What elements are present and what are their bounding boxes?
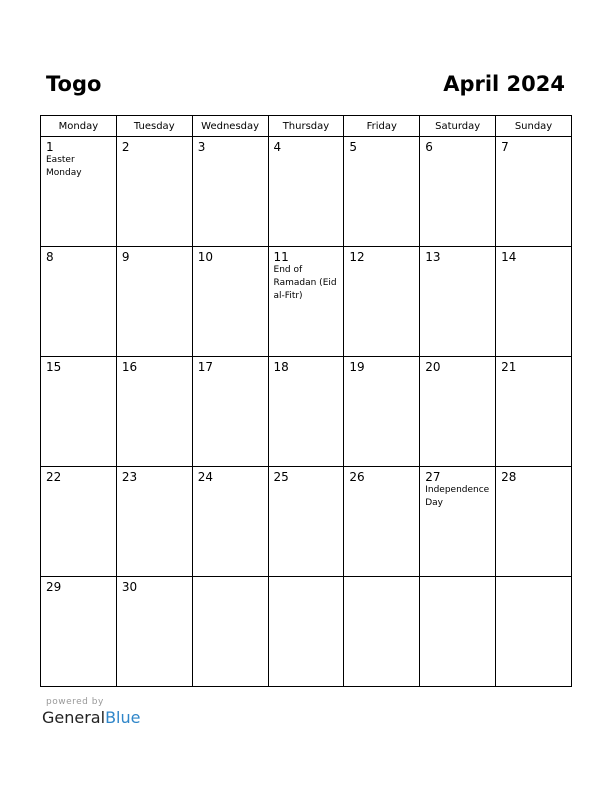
day-number: 22 — [46, 470, 62, 484]
day-number: 20 — [425, 360, 441, 374]
day-cell — [344, 137, 420, 247]
day-number: 25 — [273, 470, 289, 484]
weekday-sunday: Sunday — [496, 116, 572, 137]
weekday-tuesday: Tuesday — [116, 116, 192, 137]
weekday-saturday: Saturday — [420, 116, 496, 137]
day-number: 19 — [349, 360, 365, 374]
day-cell — [420, 467, 496, 577]
country-title: Togo — [46, 72, 102, 96]
week-row — [41, 137, 572, 247]
day-cell — [344, 467, 420, 577]
logo-text-general: General — [42, 708, 106, 727]
day-number: 10 — [197, 250, 213, 264]
day-number: 24 — [197, 470, 213, 484]
day-cell — [116, 357, 192, 467]
logo-text-blue: Blue — [105, 708, 141, 727]
day-cell — [496, 137, 572, 247]
day-cell — [41, 247, 117, 357]
day-number: 8 — [46, 250, 54, 264]
week-row — [41, 467, 572, 577]
day-number: 28 — [501, 470, 517, 484]
day-cell — [192, 467, 268, 577]
day-number: 6 — [425, 140, 433, 154]
weekday-thursday: Thursday — [268, 116, 344, 137]
day-cell — [420, 357, 496, 467]
month-year-title: April 2024 — [443, 72, 565, 96]
day-cell — [116, 577, 192, 687]
day-number: 3 — [197, 140, 206, 154]
day-number: 7 — [501, 140, 509, 154]
day-cell — [41, 467, 117, 577]
day-cell — [268, 467, 344, 577]
day-number: 21 — [501, 360, 517, 374]
day-number: 17 — [197, 360, 213, 374]
day-cell — [268, 247, 344, 357]
day-cell — [420, 247, 496, 357]
day-cell — [41, 357, 117, 467]
holiday-label: End of Ramadan (Eid al-Fitr) — [273, 265, 337, 301]
day-cell — [41, 577, 117, 687]
holiday-label: Easter Monday — [46, 155, 82, 178]
weekday-friday: Friday — [344, 116, 420, 137]
day-cell — [116, 467, 192, 577]
day-cell — [496, 577, 572, 687]
generalblue-logo[interactable] — [42, 708, 140, 728]
week-row — [41, 357, 572, 467]
day-cell — [496, 467, 572, 577]
day-number: 5 — [349, 140, 358, 154]
day-number: 4 — [273, 140, 282, 154]
day-number: 15 — [46, 360, 62, 374]
day-cell — [268, 577, 344, 687]
day-number: 11 — [273, 250, 289, 264]
day-cell — [420, 137, 496, 247]
day-cell — [192, 247, 268, 357]
day-number: 23 — [121, 470, 138, 484]
week-row — [41, 577, 572, 687]
weekday-monday: Monday — [41, 116, 117, 137]
day-cell — [192, 357, 268, 467]
day-number: 12 — [349, 250, 365, 264]
day-number: 27 — [425, 470, 441, 484]
day-number: 30 — [121, 580, 138, 594]
calendar-grid — [40, 115, 572, 687]
day-number: 1 — [46, 140, 54, 154]
day-number: 9 — [121, 250, 130, 264]
day-cell — [420, 577, 496, 687]
day-number: 2 — [121, 140, 130, 154]
day-number: 16 — [121, 360, 138, 374]
day-cell — [496, 247, 572, 357]
day-cell — [192, 577, 268, 687]
day-cell — [268, 357, 344, 467]
day-cell — [192, 137, 268, 247]
day-number: 26 — [349, 470, 365, 484]
day-number: 13 — [425, 250, 441, 264]
day-cell — [344, 577, 420, 687]
powered-by-label: powered by — [46, 697, 104, 707]
day-number: 29 — [46, 580, 62, 594]
day-cell — [344, 247, 420, 357]
holiday-label: Independence Day — [425, 485, 490, 508]
day-cell — [344, 357, 420, 467]
day-cell — [41, 137, 117, 247]
weekday-wednesday: Wednesday — [192, 116, 268, 137]
day-cell — [268, 137, 344, 247]
day-cell — [116, 137, 192, 247]
day-number: 14 — [501, 250, 517, 264]
week-row — [41, 247, 572, 357]
day-number: 18 — [273, 360, 289, 374]
weekday-header-row — [41, 116, 572, 137]
day-cell — [496, 357, 572, 467]
day-cell — [116, 247, 192, 357]
